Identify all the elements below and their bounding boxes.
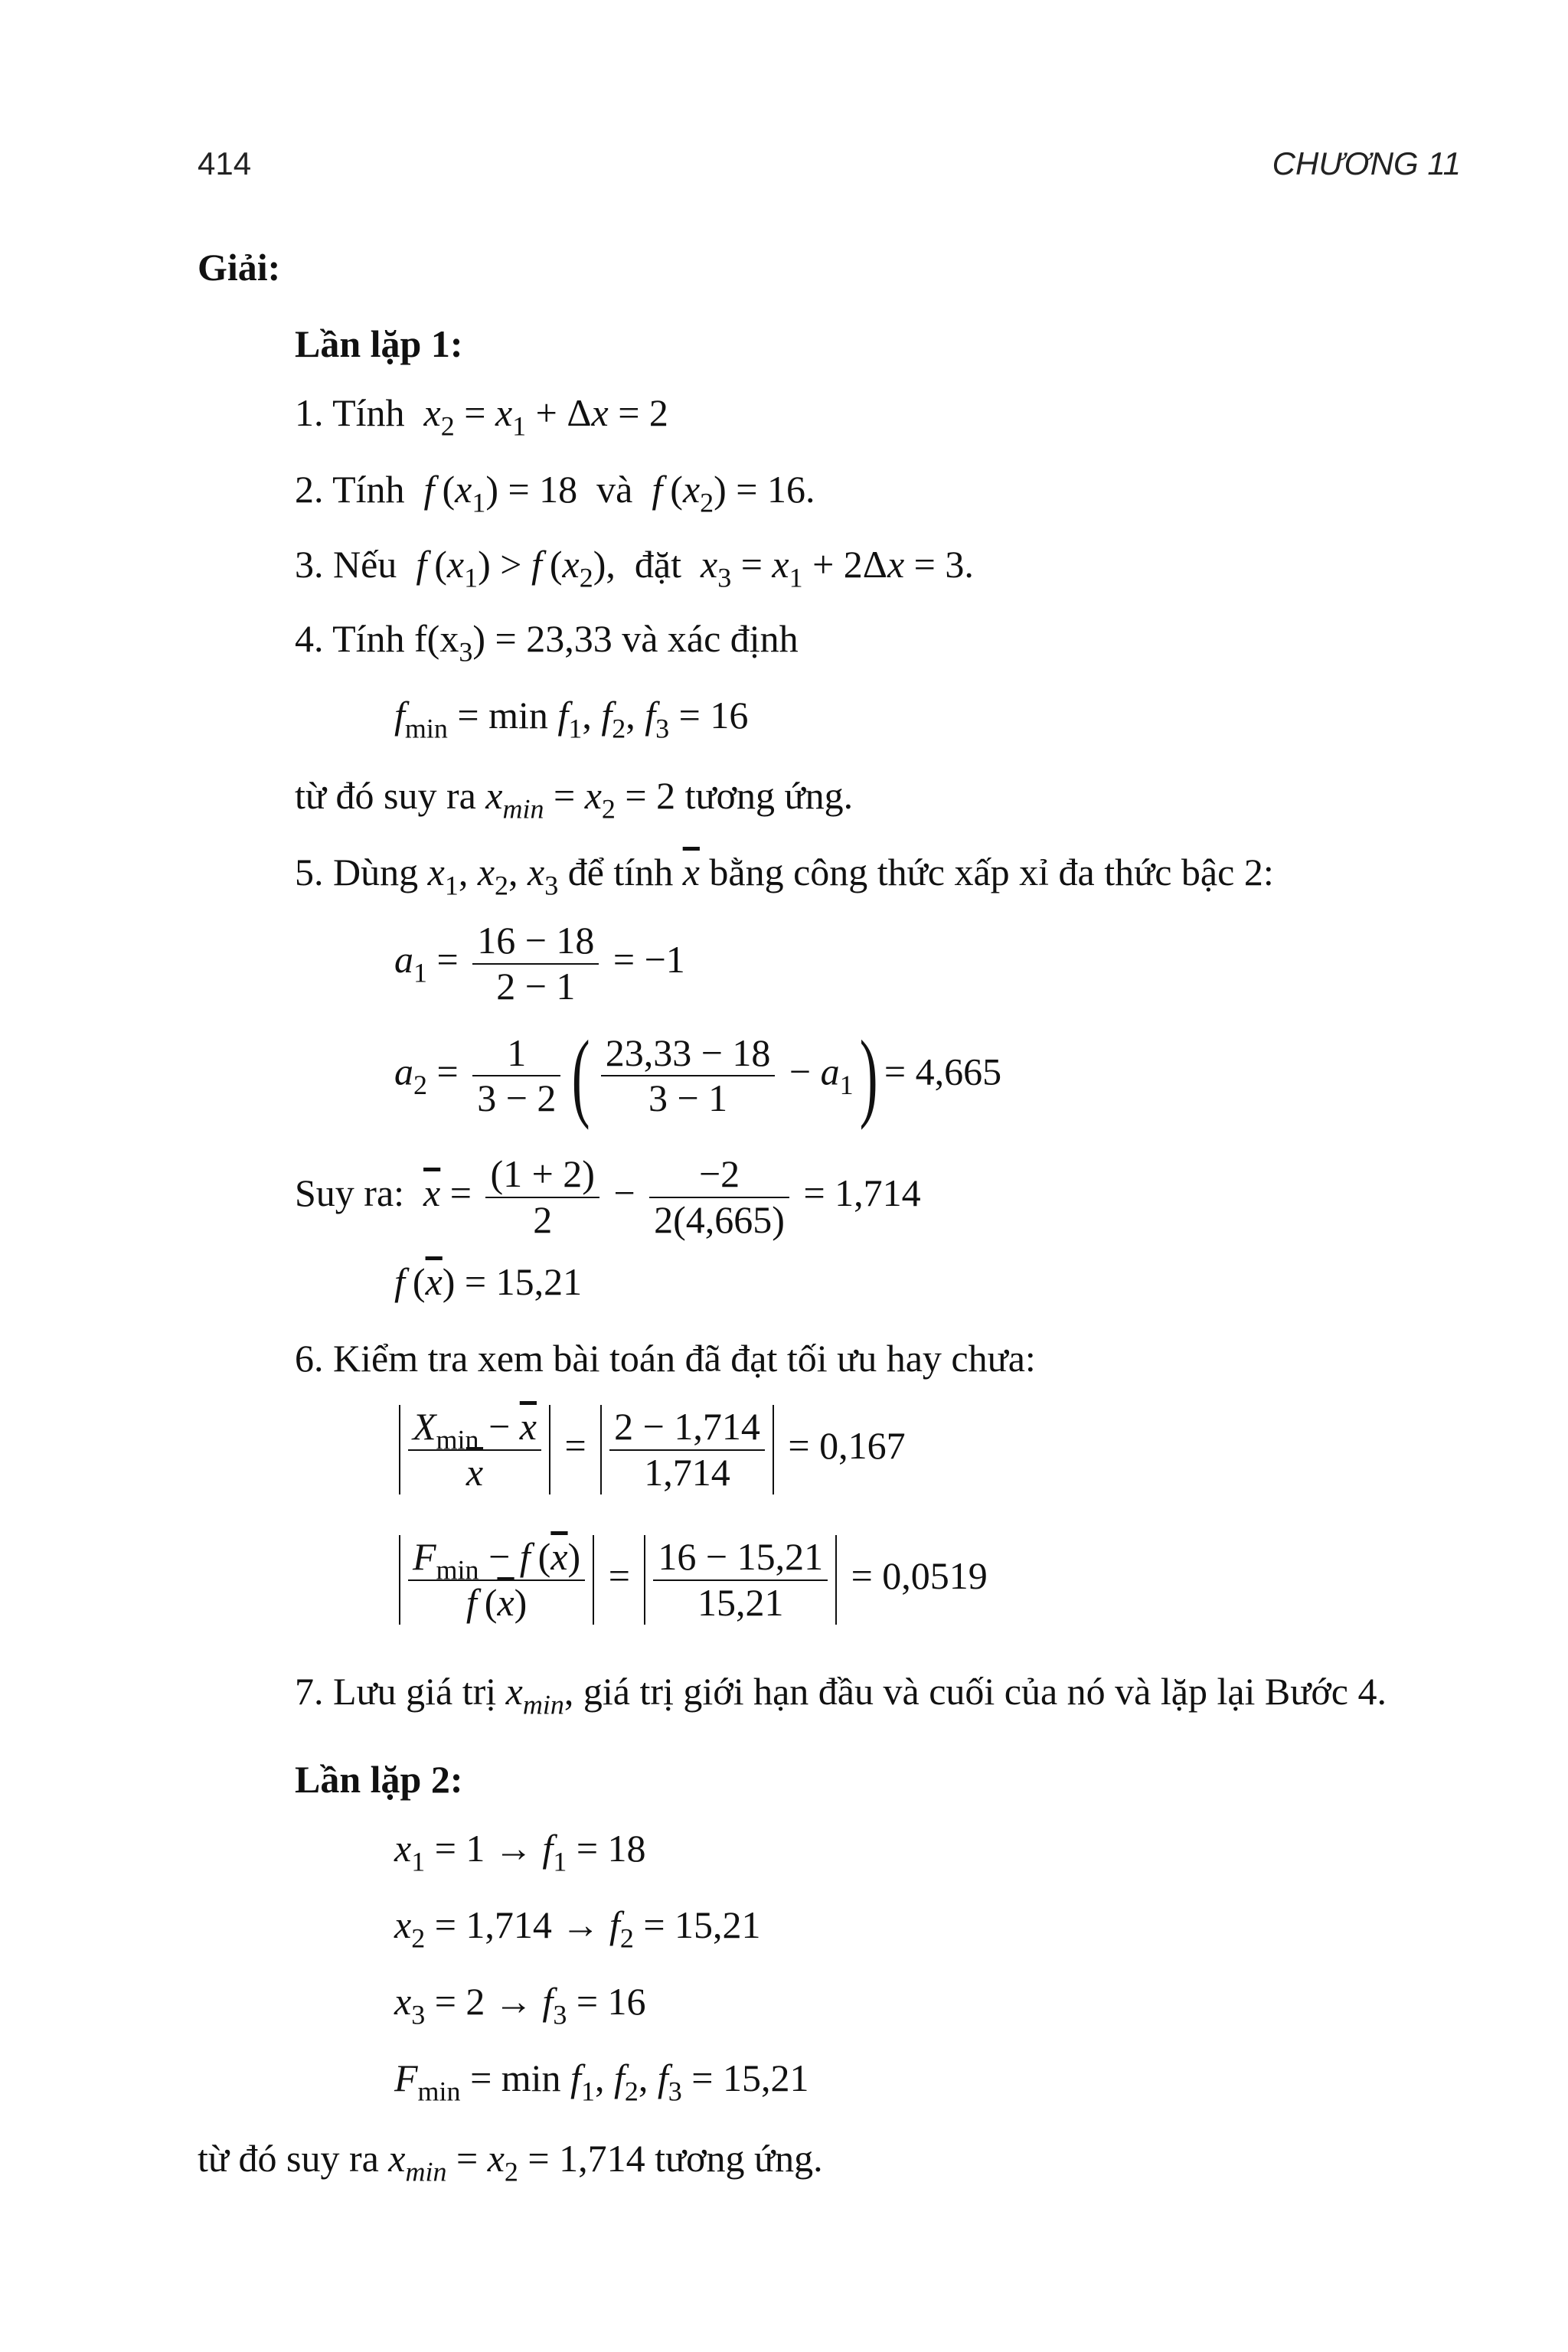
step-4: 4. Tính $f(x_3) = 23,33$ và xác định [295, 617, 799, 668]
step-3: 3. Nếu f $(x_1) > f$ $(x_2)$, đặt $x_3 = x_1 + 2\Delta x = 3$. [295, 543, 974, 593]
page-number: 414 [198, 145, 252, 181]
solution-label: Giải: [198, 246, 281, 289]
x-convergence-check: $\frac{X_{min} - \overline{x}}{x}$ = $\frac{2 - 1,714}{1,714}$ = 0,167 [394, 1405, 906, 1494]
a2-equation: $a_2$ = $\frac{1}{3 - 2}$ ( $\frac{23,33 - 18}{3 - 1}$ − $a_1$ ) = 4,665 [394, 1021, 1002, 1131]
f-convergence-check: $\frac{F_{min} - f (\overline{x})}{f (\overline{x})}$ = $\frac{16 - 15,21}{15,21}$ = 0,0519 [394, 1535, 988, 1625]
step-4-conclusion: từ đó suy ra $x_{min} = x_2 = 2$ tương ứng. [295, 774, 854, 825]
iter2-x2: $x_2 = 1,714 \to f_2 = 15,21$ [394, 1903, 761, 1954]
xbar-equation: Suy ra: $\overline{x}$ = $\frac{(1 + 2)}{2}$ − $\frac{-2}{2(4,665)}$ = 1,714 [295, 1152, 921, 1241]
step-2: 2. Tính f $(x_1) = 18$ và f $(x_2) = 16$. [295, 468, 815, 518]
chapter-header: CHƯƠNG 11 [1272, 145, 1461, 181]
step-1: 1. Tính $x_2 = x_1 + \Delta x = 2$ [295, 391, 668, 442]
iter2-x3: $x_3 = 2 \to f_3 = 16$ [394, 1980, 646, 2030]
iter2-conclusion: từ đó suy ra $x_{min} = x_2 = 1,714$ tương ứng. [198, 2137, 823, 2187]
iter2-fmin: $F_{min} = \min f_1$, $f_2$, $f_3 = 15,21$ [394, 2056, 809, 2107]
fmin-equation-1: $f_{min} = \min f_1$, $f_2$, $f_3 = 16$ [394, 694, 749, 744]
step-6: 6. Kiểm tra xem bài toán đã đạt tối ưu hay chưa: [295, 1337, 1036, 1380]
step-7: 7. Lưu giá trị $x_{min}$, giá trị giới hạn đầu và cuối của nó và lặp lại Bước 4. [295, 1670, 1387, 1720]
step-5: 5. Dùng $x_1$, $x_2$, $x_3$ để tính $\overline{x}$ bằng công thức xấp xỉ đa thức bậc 2: [295, 851, 1274, 901]
iteration-2-heading: Lần lặp 2: [295, 1758, 463, 1801]
a1-equation: $a_1$ = $\frac{16 - 18}{2 - 1}$ = −1 [394, 919, 685, 1008]
iter2-x1: $x_1 = 1 \to f_1 = 18$ [394, 1827, 646, 1877]
f-xbar-value: f $(\overline{x}) = 15,21$ [394, 1260, 583, 1303]
iteration-1-heading: Lần lặp 1: [295, 322, 463, 365]
